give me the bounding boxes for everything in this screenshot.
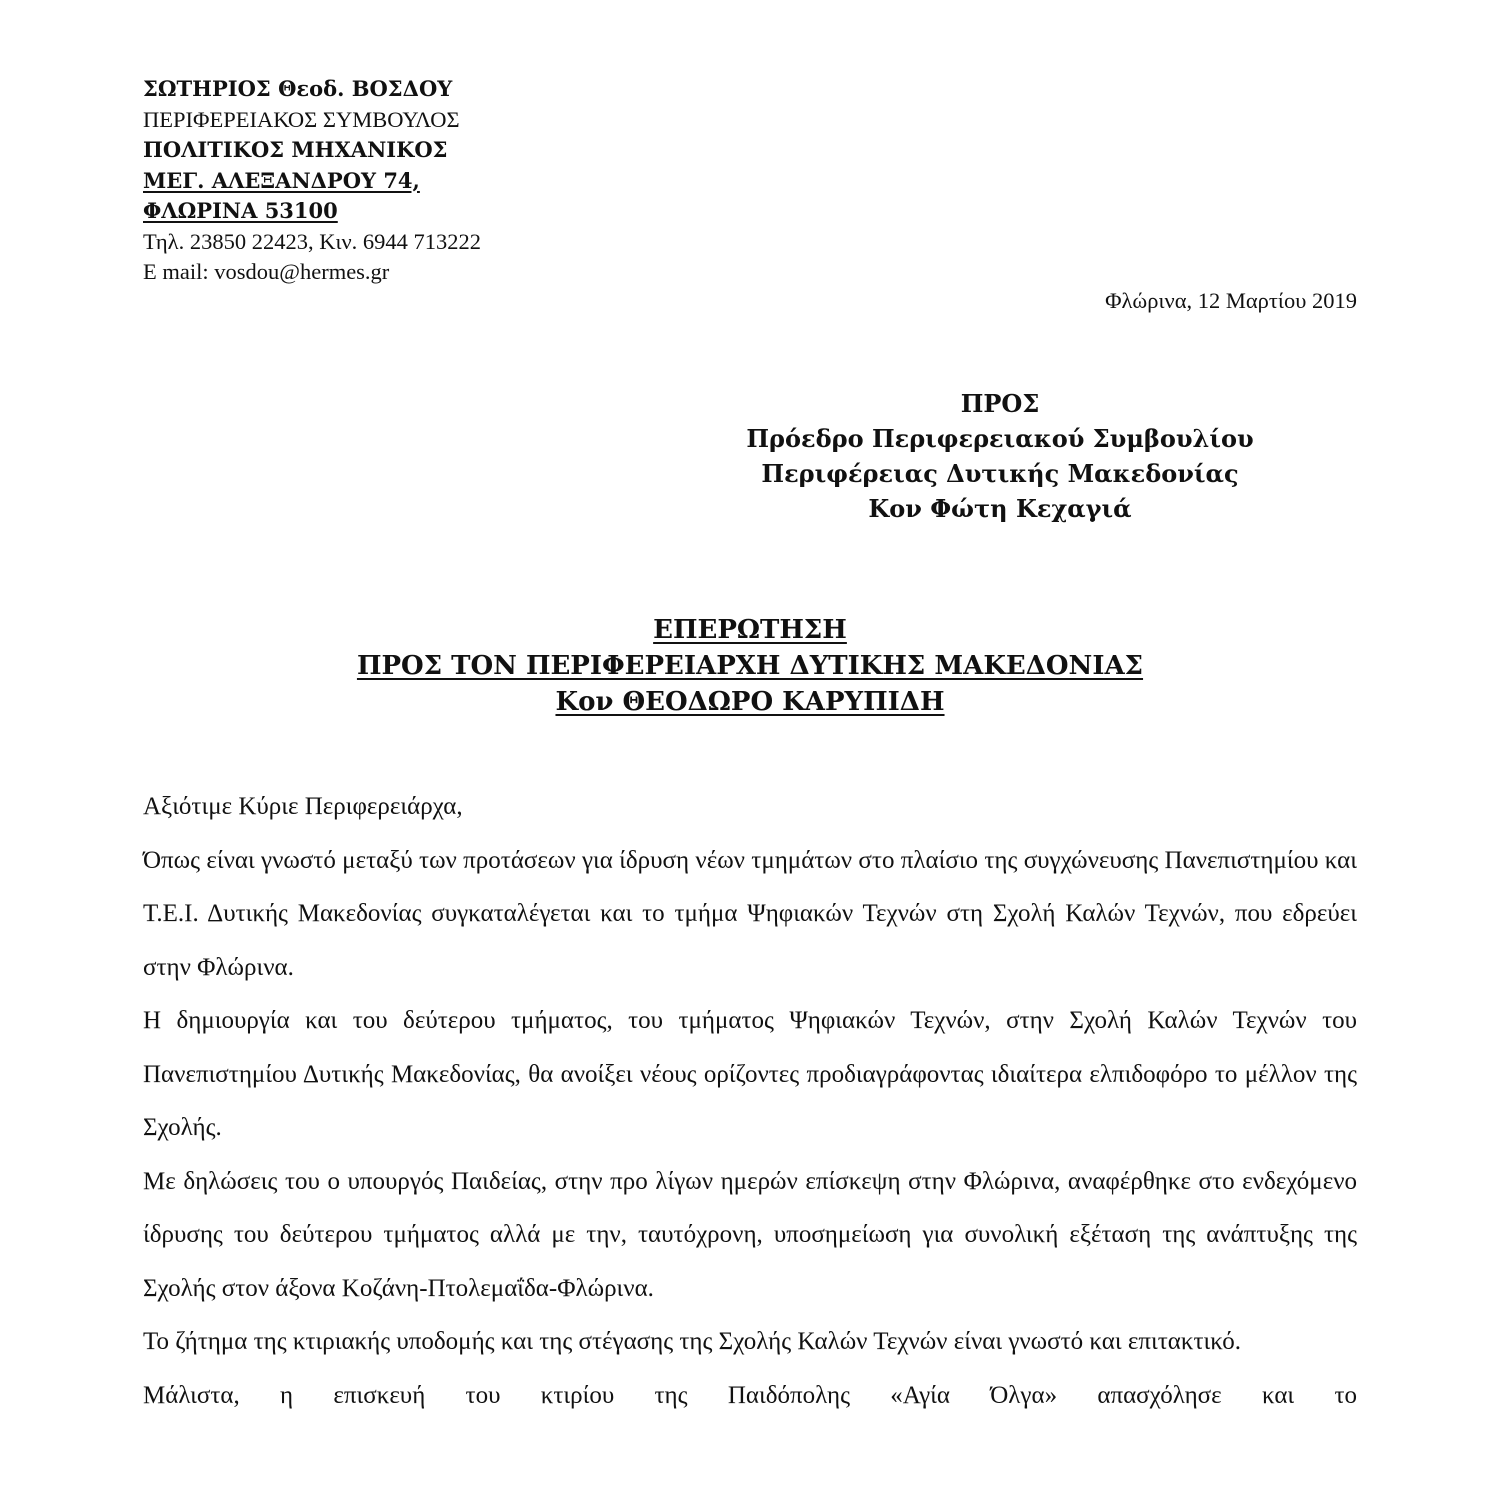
subject-title: ΕΠΕΡΩΤΗΣΗ — [653, 615, 847, 645]
body-paragraph: Το ζήτημα της κτιριακής υποδομής και της στέγασης της Σχολής Καλών Τεχνών είναι γνωστό και επιτακτικό. — [143, 1328, 1242, 1355]
sender-role: ΠΕΡΙΦΕΡΕΙΑΚΟΣ ΣΥΜΒΟΥΛΟΣ — [143, 106, 460, 132]
body-paragraph: Η δημιουργία και του δεύτερου τμήματος, του τμήματος Ψηφιακών Τεχνών, στην Σχολή Καλών Τεχνών του Πανεπιστημίου Δυτικής Μακεδονίας, θα ανοίξει νέους ορίζοντες προδιαγράφοντας ιδιαίτερα ελπιδοφόρο το μέλλον της Σχολής. — [143, 1007, 1357, 1141]
sender-address-city: ΦΛΩΡΙΝΑ 53100 — [143, 198, 338, 223]
letter-body — [143, 780, 1357, 1422]
body-paragraph: Μάλιστα, η επισκευή του κτιρίου της Παιδόπολης «Αγία Όλγα» απασχόλησε και το — [143, 1381, 1357, 1409]
sender-name: ΣΩΤΗΡΙΟΣ Θεοδ. ΒΟΣΔΟΥ — [143, 76, 453, 101]
recipient-block — [700, 386, 1300, 526]
recipient-title: Πρόεδρο Περιφερειακού Συμβουλίου — [746, 424, 1254, 453]
recipient-name: Κον Φώτη Κεχαγιά — [868, 494, 1132, 523]
recipient-to: ΠΡΟΣ — [960, 389, 1040, 418]
letter-date: Φλώρινα, 12 Μαρτίου 2019 — [1105, 288, 1357, 313]
sender-profession: ΠΟΛΙΤΙΚΟΣ ΜΗΧΑΝΙΚΟΣ — [143, 137, 448, 162]
sender-address-street: ΜΕΓ. ΑΛΕΞΑΝΔΡΟΥ 74, — [143, 167, 420, 193]
body-paragraph: Όπως είναι γνωστό μεταξύ των προτάσεων για ίδρυση νέων τμημάτων στο πλαίσιο της συγχώνευσης Πανεπιστημίου και Τ.Ε.Ι. Δυτικής Μακεδονίας συγκαταλέγεται και το τμήμα Ψηφιακών Τεχνών στη Σχολή Καλών Τεχνών, που εδρεύει στην Φλώρινα. — [143, 846, 1357, 981]
body-paragraph: Με δηλώσεις του ο υπουργός Παιδείας, στην προ λίγων ημερών επίσκεψη στην Φλώρινα, αναφέρθηκε στο ενδεχόμενο ίδρυσης του δεύτερου τμήματος αλλά με την, ταυτόχρονη, υποσημείωση για συνολική εξέταση της ανάπτυξης της Σχολής στον άξονα Κοζάνη-Πτολεμαΐδα-Φλώρινα. — [143, 1167, 1357, 1302]
sender-phone: Τηλ. 23850 22423, Κιν. 6944 713222 — [143, 228, 482, 254]
salutation: Αξιότιμε Κύριε Περιφερειάρχα, — [143, 793, 463, 820]
sender-email: E mail: vosdou@hermes.gr — [143, 259, 390, 284]
subject-block — [143, 612, 1357, 720]
subject-name: Κον ΘΕΟΔΩΡΟ ΚΑΡΥΠΙΔΗ — [555, 687, 945, 717]
subject-addressee: ΠΡΟΣ ΤΟΝ ΠΕΡΙΦΕΡΕΙΑΡΧΗ ΔΥΤΙΚΗΣ ΜΑΚΕΔΟΝΙΑΣ — [356, 651, 1144, 681]
recipient-region: Περιφέρειας Δυτικής Μακεδονίας — [761, 459, 1239, 488]
sender-block — [143, 74, 481, 288]
